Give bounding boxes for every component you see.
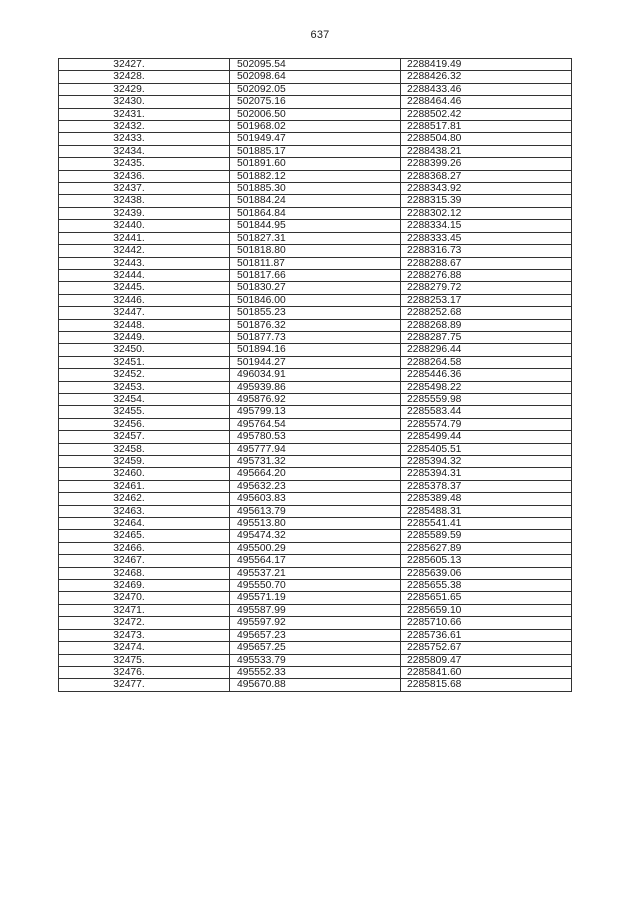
- x-coordinate-cell: 501882.12: [230, 170, 401, 182]
- x-coordinate-cell: 501830.27: [230, 282, 401, 294]
- y-coordinate-cell: 2288287.75: [401, 331, 572, 343]
- x-coordinate-cell: 501855.23: [230, 307, 401, 319]
- y-coordinate-cell: 2285809.47: [401, 654, 572, 666]
- point-number-cell: 32431.: [59, 108, 230, 120]
- table-row: [59, 580, 572, 592]
- table-row: [59, 679, 572, 691]
- table-row: [59, 642, 572, 654]
- y-coordinate-cell: 2285815.68: [401, 679, 572, 691]
- point-number-cell: 32442.: [59, 245, 230, 257]
- point-number-cell: 32454.: [59, 393, 230, 405]
- point-number-cell: 32455.: [59, 406, 230, 418]
- table-row: [59, 518, 572, 530]
- y-coordinate-cell: 2288268.89: [401, 319, 572, 331]
- table-row: [59, 542, 572, 554]
- table-row: [59, 406, 572, 418]
- x-coordinate-cell: 501968.02: [230, 121, 401, 133]
- x-coordinate-cell: 501891.60: [230, 158, 401, 170]
- y-coordinate-cell: 2285446.36: [401, 369, 572, 381]
- point-number-cell: 32441.: [59, 232, 230, 244]
- x-coordinate-cell: 501944.27: [230, 356, 401, 368]
- x-coordinate-cell: 495777.94: [230, 443, 401, 455]
- y-coordinate-cell: 2288279.72: [401, 282, 572, 294]
- x-coordinate-cell: 495552.33: [230, 666, 401, 678]
- point-number-cell: 32443.: [59, 257, 230, 269]
- y-coordinate-cell: 2285651.65: [401, 592, 572, 604]
- x-coordinate-cell: 501827.31: [230, 232, 401, 244]
- y-coordinate-cell: 2288334.15: [401, 220, 572, 232]
- y-coordinate-cell: 2288264.58: [401, 356, 572, 368]
- point-number-cell: 32474.: [59, 642, 230, 654]
- table-row: [59, 220, 572, 232]
- y-coordinate-cell: 2288276.88: [401, 269, 572, 281]
- y-coordinate-cell: 2285488.31: [401, 505, 572, 517]
- point-number-cell: 32466.: [59, 542, 230, 554]
- x-coordinate-cell: 501818.80: [230, 245, 401, 257]
- table-row: [59, 245, 572, 257]
- y-coordinate-cell: 2288296.44: [401, 344, 572, 356]
- point-number-cell: 32435.: [59, 158, 230, 170]
- y-coordinate-cell: 2285655.38: [401, 580, 572, 592]
- x-coordinate-cell: 501884.24: [230, 195, 401, 207]
- x-coordinate-cell: 495537.21: [230, 567, 401, 579]
- y-coordinate-cell: 2288302.12: [401, 207, 572, 219]
- point-number-cell: 32471.: [59, 604, 230, 616]
- table-row: [59, 468, 572, 480]
- point-number-cell: 32450.: [59, 344, 230, 356]
- table-row: [59, 282, 572, 294]
- table-row: [59, 158, 572, 170]
- table-row: [59, 257, 572, 269]
- point-number-cell: 32464.: [59, 518, 230, 530]
- table-row: [59, 96, 572, 108]
- y-coordinate-cell: 2285583.44: [401, 406, 572, 418]
- y-coordinate-cell: 2288368.27: [401, 170, 572, 182]
- point-number-cell: 32445.: [59, 282, 230, 294]
- y-coordinate-cell: 2288464.46: [401, 96, 572, 108]
- table-row: [59, 629, 572, 641]
- table-row: [59, 133, 572, 145]
- point-number-cell: 32458.: [59, 443, 230, 455]
- point-number-cell: 32472.: [59, 617, 230, 629]
- x-coordinate-cell: 495613.79: [230, 505, 401, 517]
- table-row: [59, 232, 572, 244]
- point-number-cell: 32436.: [59, 170, 230, 182]
- x-coordinate-cell: 495876.92: [230, 393, 401, 405]
- table-row: [59, 307, 572, 319]
- x-coordinate-cell: 501811.87: [230, 257, 401, 269]
- y-coordinate-cell: 2288502.42: [401, 108, 572, 120]
- y-coordinate-cell: 2288252.68: [401, 307, 572, 319]
- y-coordinate-cell: 2285559.98: [401, 393, 572, 405]
- x-coordinate-cell: 495657.25: [230, 642, 401, 654]
- y-coordinate-cell: 2288316.73: [401, 245, 572, 257]
- x-coordinate-cell: 495571.19: [230, 592, 401, 604]
- table-row: [59, 666, 572, 678]
- point-number-cell: 32437.: [59, 183, 230, 195]
- y-coordinate-cell: 2285639.06: [401, 567, 572, 579]
- point-number-cell: 32462.: [59, 493, 230, 505]
- coordinates-table-body: [59, 59, 572, 692]
- point-number-cell: 32463.: [59, 505, 230, 517]
- x-coordinate-cell: 502075.16: [230, 96, 401, 108]
- x-coordinate-cell: 502006.50: [230, 108, 401, 120]
- y-coordinate-cell: 2288288.67: [401, 257, 572, 269]
- point-number-cell: 32461.: [59, 480, 230, 492]
- point-number-cell: 32467.: [59, 555, 230, 567]
- point-number-cell: 32452.: [59, 369, 230, 381]
- point-number-cell: 32468.: [59, 567, 230, 579]
- table-row: [59, 456, 572, 468]
- point-number-cell: 32470.: [59, 592, 230, 604]
- table-row: [59, 121, 572, 133]
- y-coordinate-cell: 2288333.45: [401, 232, 572, 244]
- table-row: [59, 369, 572, 381]
- point-number-cell: 32439.: [59, 207, 230, 219]
- y-coordinate-cell: 2288343.92: [401, 183, 572, 195]
- table-row: [59, 381, 572, 393]
- x-coordinate-cell: 495603.83: [230, 493, 401, 505]
- x-coordinate-cell: 495799.13: [230, 406, 401, 418]
- x-coordinate-cell: 501876.32: [230, 319, 401, 331]
- x-coordinate-cell: 502092.05: [230, 83, 401, 95]
- point-number-cell: 32433.: [59, 133, 230, 145]
- x-coordinate-cell: 501885.30: [230, 183, 401, 195]
- point-number-cell: 32440.: [59, 220, 230, 232]
- point-number-cell: 32451.: [59, 356, 230, 368]
- table-row: [59, 108, 572, 120]
- point-number-cell: 32432.: [59, 121, 230, 133]
- y-coordinate-cell: 2285405.51: [401, 443, 572, 455]
- y-coordinate-cell: 2285752.67: [401, 642, 572, 654]
- table-row: [59, 418, 572, 430]
- x-coordinate-cell: 495533.79: [230, 654, 401, 666]
- point-number-cell: 32438.: [59, 195, 230, 207]
- point-number-cell: 32446.: [59, 294, 230, 306]
- table-row: [59, 604, 572, 616]
- point-number-cell: 32476.: [59, 666, 230, 678]
- y-coordinate-cell: 2285378.37: [401, 480, 572, 492]
- y-coordinate-cell: 2285541.41: [401, 518, 572, 530]
- x-coordinate-cell: 502095.54: [230, 59, 401, 71]
- x-coordinate-cell: 495587.99: [230, 604, 401, 616]
- y-coordinate-cell: 2285659.10: [401, 604, 572, 616]
- y-coordinate-cell: 2285736.61: [401, 629, 572, 641]
- x-coordinate-cell: 495657.23: [230, 629, 401, 641]
- x-coordinate-cell: 502098.64: [230, 71, 401, 83]
- x-coordinate-cell: 501894.16: [230, 344, 401, 356]
- point-number-cell: 32460.: [59, 468, 230, 480]
- x-coordinate-cell: 495664.20: [230, 468, 401, 480]
- point-number-cell: 32457.: [59, 431, 230, 443]
- point-number-cell: 32430.: [59, 96, 230, 108]
- y-coordinate-cell: 2288419.49: [401, 59, 572, 71]
- point-number-cell: 32427.: [59, 59, 230, 71]
- table-row: [59, 356, 572, 368]
- table-row: [59, 592, 572, 604]
- y-coordinate-cell: 2285710.66: [401, 617, 572, 629]
- x-coordinate-cell: 495939.86: [230, 381, 401, 393]
- table-row: [59, 431, 572, 443]
- x-coordinate-cell: 495474.32: [230, 530, 401, 542]
- x-coordinate-cell: 495513.80: [230, 518, 401, 530]
- table-row: [59, 59, 572, 71]
- y-coordinate-cell: 2285605.13: [401, 555, 572, 567]
- table-row: [59, 480, 572, 492]
- table-row: [59, 183, 572, 195]
- y-coordinate-cell: 2288504.80: [401, 133, 572, 145]
- x-coordinate-cell: 495550.70: [230, 580, 401, 592]
- y-coordinate-cell: 2285498.22: [401, 381, 572, 393]
- table-row: [59, 344, 572, 356]
- table-row: [59, 170, 572, 182]
- point-number-cell: 32456.: [59, 418, 230, 430]
- point-number-cell: 32473.: [59, 629, 230, 641]
- x-coordinate-cell: 501817.66: [230, 269, 401, 281]
- coordinates-table: [58, 58, 572, 692]
- point-number-cell: 32453.: [59, 381, 230, 393]
- x-coordinate-cell: 501877.73: [230, 331, 401, 343]
- y-coordinate-cell: 2285394.32: [401, 456, 572, 468]
- y-coordinate-cell: 2285841.60: [401, 666, 572, 678]
- point-number-cell: 32465.: [59, 530, 230, 542]
- table-row: [59, 443, 572, 455]
- point-number-cell: 32449.: [59, 331, 230, 343]
- x-coordinate-cell: 496034.91: [230, 369, 401, 381]
- point-number-cell: 32459.: [59, 456, 230, 468]
- table-row: [59, 269, 572, 281]
- point-number-cell: 32475.: [59, 654, 230, 666]
- table-row: [59, 195, 572, 207]
- y-coordinate-cell: 2288433.46: [401, 83, 572, 95]
- point-number-cell: 32469.: [59, 580, 230, 592]
- table-row: [59, 331, 572, 343]
- x-coordinate-cell: 501885.17: [230, 145, 401, 157]
- point-number-cell: 32447.: [59, 307, 230, 319]
- y-coordinate-cell: 2288438.21: [401, 145, 572, 157]
- point-number-cell: 32477.: [59, 679, 230, 691]
- table-row: [59, 207, 572, 219]
- x-coordinate-cell: 501949.47: [230, 133, 401, 145]
- point-number-cell: 32434.: [59, 145, 230, 157]
- table-row: [59, 654, 572, 666]
- y-coordinate-cell: 2285589.59: [401, 530, 572, 542]
- y-coordinate-cell: 2285499.44: [401, 431, 572, 443]
- y-coordinate-cell: 2288426.32: [401, 71, 572, 83]
- y-coordinate-cell: 2288315.39: [401, 195, 572, 207]
- y-coordinate-cell: 2285389.48: [401, 493, 572, 505]
- x-coordinate-cell: 495632.23: [230, 480, 401, 492]
- point-number-cell: 32448.: [59, 319, 230, 331]
- page-number: 637: [310, 29, 330, 41]
- y-coordinate-cell: 2288253.17: [401, 294, 572, 306]
- point-number-cell: 32428.: [59, 71, 230, 83]
- x-coordinate-cell: 495500.29: [230, 542, 401, 554]
- table-row: [59, 393, 572, 405]
- table-row: [59, 617, 572, 629]
- table-row: [59, 294, 572, 306]
- table-row: [59, 555, 572, 567]
- y-coordinate-cell: 2285627.89: [401, 542, 572, 554]
- table-row: [59, 145, 572, 157]
- y-coordinate-cell: 2285574.79: [401, 418, 572, 430]
- y-coordinate-cell: 2288399.26: [401, 158, 572, 170]
- x-coordinate-cell: 501844.95: [230, 220, 401, 232]
- x-coordinate-cell: 495764.54: [230, 418, 401, 430]
- x-coordinate-cell: 501864.84: [230, 207, 401, 219]
- x-coordinate-cell: 495597.92: [230, 617, 401, 629]
- table-row: [59, 567, 572, 579]
- table-row: [59, 505, 572, 517]
- table-row: [59, 319, 572, 331]
- table-row: [59, 493, 572, 505]
- x-coordinate-cell: 495564.17: [230, 555, 401, 567]
- y-coordinate-cell: 2285394.31: [401, 468, 572, 480]
- table-row: [59, 71, 572, 83]
- table-row: [59, 83, 572, 95]
- point-number-cell: 32429.: [59, 83, 230, 95]
- x-coordinate-cell: 495670.88: [230, 679, 401, 691]
- y-coordinate-cell: 2288517.81: [401, 121, 572, 133]
- x-coordinate-cell: 495731.32: [230, 456, 401, 468]
- point-number-cell: 32444.: [59, 269, 230, 281]
- x-coordinate-cell: 495780.53: [230, 431, 401, 443]
- x-coordinate-cell: 501846.00: [230, 294, 401, 306]
- table-row: [59, 530, 572, 542]
